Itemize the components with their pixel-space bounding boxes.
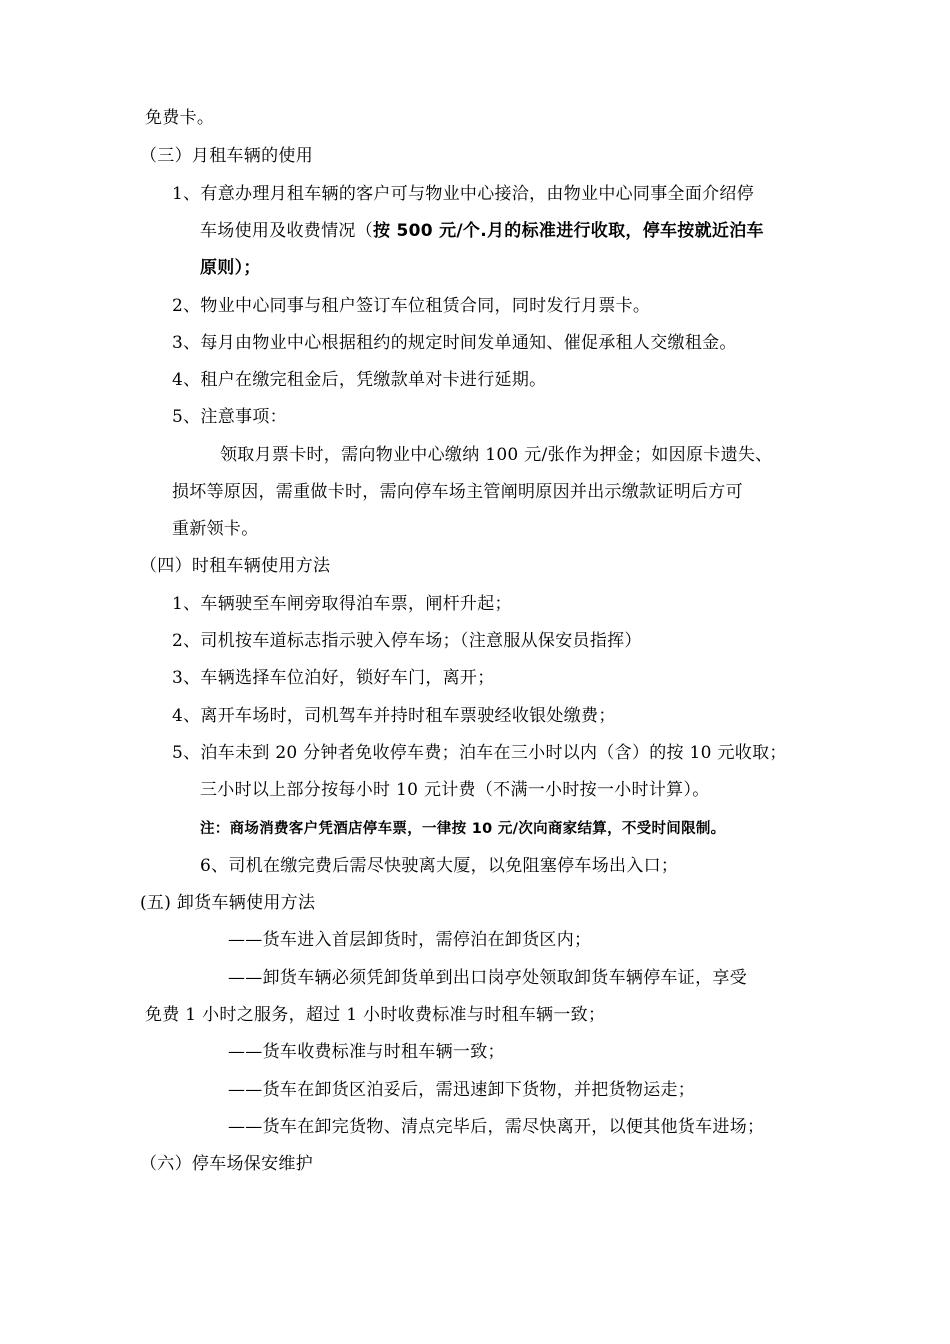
text-span: 车场使用及收费情况（ <box>200 221 373 241</box>
list-item-4: 4、租户在缴完租金后，凭缴款单对卡进行延期。 <box>172 370 547 390</box>
section-heading-3: （三）月租车辆的使用 <box>140 146 313 166</box>
text-line: 领取月票卡时，需向物业中心缴纳 100 元/张作为押金；如因原卡遗失、 <box>220 445 773 465</box>
section-heading-5: (五) 卸货车辆使用方法 <box>140 893 316 913</box>
list-item-1: 1、有意办理月租车辆的客户可与物业中心接洽，由物业中心同事全面介绍停 <box>172 184 755 204</box>
list-item-3: 3、车辆选择车位泊好，锁好车门，离开； <box>172 668 495 688</box>
text-line: ——卸货车辆必须凭卸货单到出口岗亭处领取卸货车辆停车证，享受 <box>228 968 747 988</box>
text-line: ——货车在卸货区泊妥后，需迅速卸下货物，并把货物运走； <box>228 1080 696 1100</box>
section-heading-6: （六）停车场保安维护 <box>140 1154 313 1174</box>
section-heading-4: （四）时租车辆使用方法 <box>140 556 331 576</box>
list-item-5: 5、注意事项： <box>172 407 287 427</box>
list-item-3: 3、每月由物业中心根据租约的规定时间发单通知、催促承租人交缴租金。 <box>172 333 737 353</box>
list-item-4: 4、离开车场时，司机驾车并持时租车票驶经收银处缴费； <box>172 706 616 726</box>
list-item-2: 2、司机按车道标志指示驶入停车场；（注意服从保安员指挥） <box>172 631 642 651</box>
text-line <box>200 220 764 242</box>
list-item-2: 2、物业中心同事与租户签订车位租赁合同，同时发行月票卡。 <box>172 296 651 316</box>
text-line: ——货车在卸完货物、清点完毕后，需尽快离开，以便其他货车进场； <box>228 1117 765 1137</box>
text-line: 免费 1 小时之服务，超过 1 小时收费标准与时租车辆一致； <box>145 1005 606 1025</box>
bold-text-span: 按 500 元/个.月的标准进行收取，停车按就近泊车 <box>373 221 764 241</box>
list-item-6: 6、司机在缴完费后需尽快驶离大厦，以免阻塞停车场出入口； <box>200 856 679 876</box>
list-item-1: 1、车辆驶至车闸旁取得泊车票，闸杆升起； <box>172 594 512 614</box>
list-item-5: 5、泊车未到 20 分钟者免收停车费；泊车在三小时以内（含）的按 10 元收取； <box>172 743 787 763</box>
text-line: ——货车收费标准与时租车辆一致； <box>228 1042 505 1062</box>
text-line: 三小时以上部分按每小时 10 元计费（不满一小时按一小时计算）。 <box>200 780 710 800</box>
note-line: 注：商场消费客户凭酒店停车票，一律按 10 元/次向商家结算，不受时间限制。 <box>200 821 726 837</box>
text-line: 免费卡。 <box>145 108 215 128</box>
text-line: 损坏等原因，需重做卡时，需向停车场主管阐明原因并出示缴款证明后方可 <box>172 482 743 502</box>
text-line: 原则）； <box>200 258 261 278</box>
text-line: ——货车进入首层卸货时，需停泊在卸货区内； <box>228 930 592 950</box>
text-line: 重新领卡。 <box>172 519 259 539</box>
